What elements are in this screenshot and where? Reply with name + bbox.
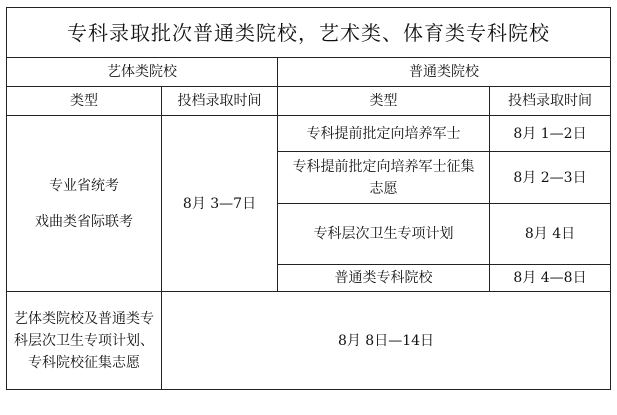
arts-sports-type-line1: 专业省统考 xyxy=(49,177,119,194)
regular-time-cell: 8月 2—3日 xyxy=(490,152,611,204)
regular-type-cell: 专科提前批定向培养军士 xyxy=(278,116,490,152)
group-header-arts-sports: 艺体类院校 xyxy=(7,58,278,87)
group-header-regular: 普通类院校 xyxy=(278,58,611,87)
regular-time-cell: 8月 4日 xyxy=(490,204,611,265)
final-time-cell: 8月 8日—14日 xyxy=(162,292,611,390)
regular-type-cell: 普通类专科院校 xyxy=(278,265,490,292)
regular-type-cell xyxy=(278,152,490,204)
column-header-time: 投档录取时间 xyxy=(162,87,278,116)
column-header-type-regular: 类型 xyxy=(278,87,490,116)
table-title: 专科录取批次普通类院校，艺术类、体育类专科院校 xyxy=(7,8,611,58)
admission-schedule-table xyxy=(6,7,611,390)
regular-type-text: 专科提前批定向培养军士征集志愿 xyxy=(292,158,475,197)
table-row xyxy=(7,116,611,152)
regular-type-cell: 专科层次卫生专项计划 xyxy=(278,204,490,265)
column-header-time-regular: 投档录取时间 xyxy=(490,87,611,116)
arts-sports-type-cell xyxy=(7,116,162,292)
regular-time-cell: 8月 1—2日 xyxy=(490,116,611,152)
arts-sports-type-line2: 戏曲类省际联考 xyxy=(35,213,133,230)
column-header-type: 类型 xyxy=(7,87,162,116)
table-row xyxy=(7,292,611,390)
arts-sports-time-cell: 8月 3—7日 xyxy=(162,116,278,292)
regular-time-cell: 8月 4—8日 xyxy=(490,265,611,292)
final-type-cell xyxy=(7,292,162,390)
final-type-text: 艺体类院校及普通类专科层次卫生专项计划、专科院校征集志愿 xyxy=(14,310,154,371)
